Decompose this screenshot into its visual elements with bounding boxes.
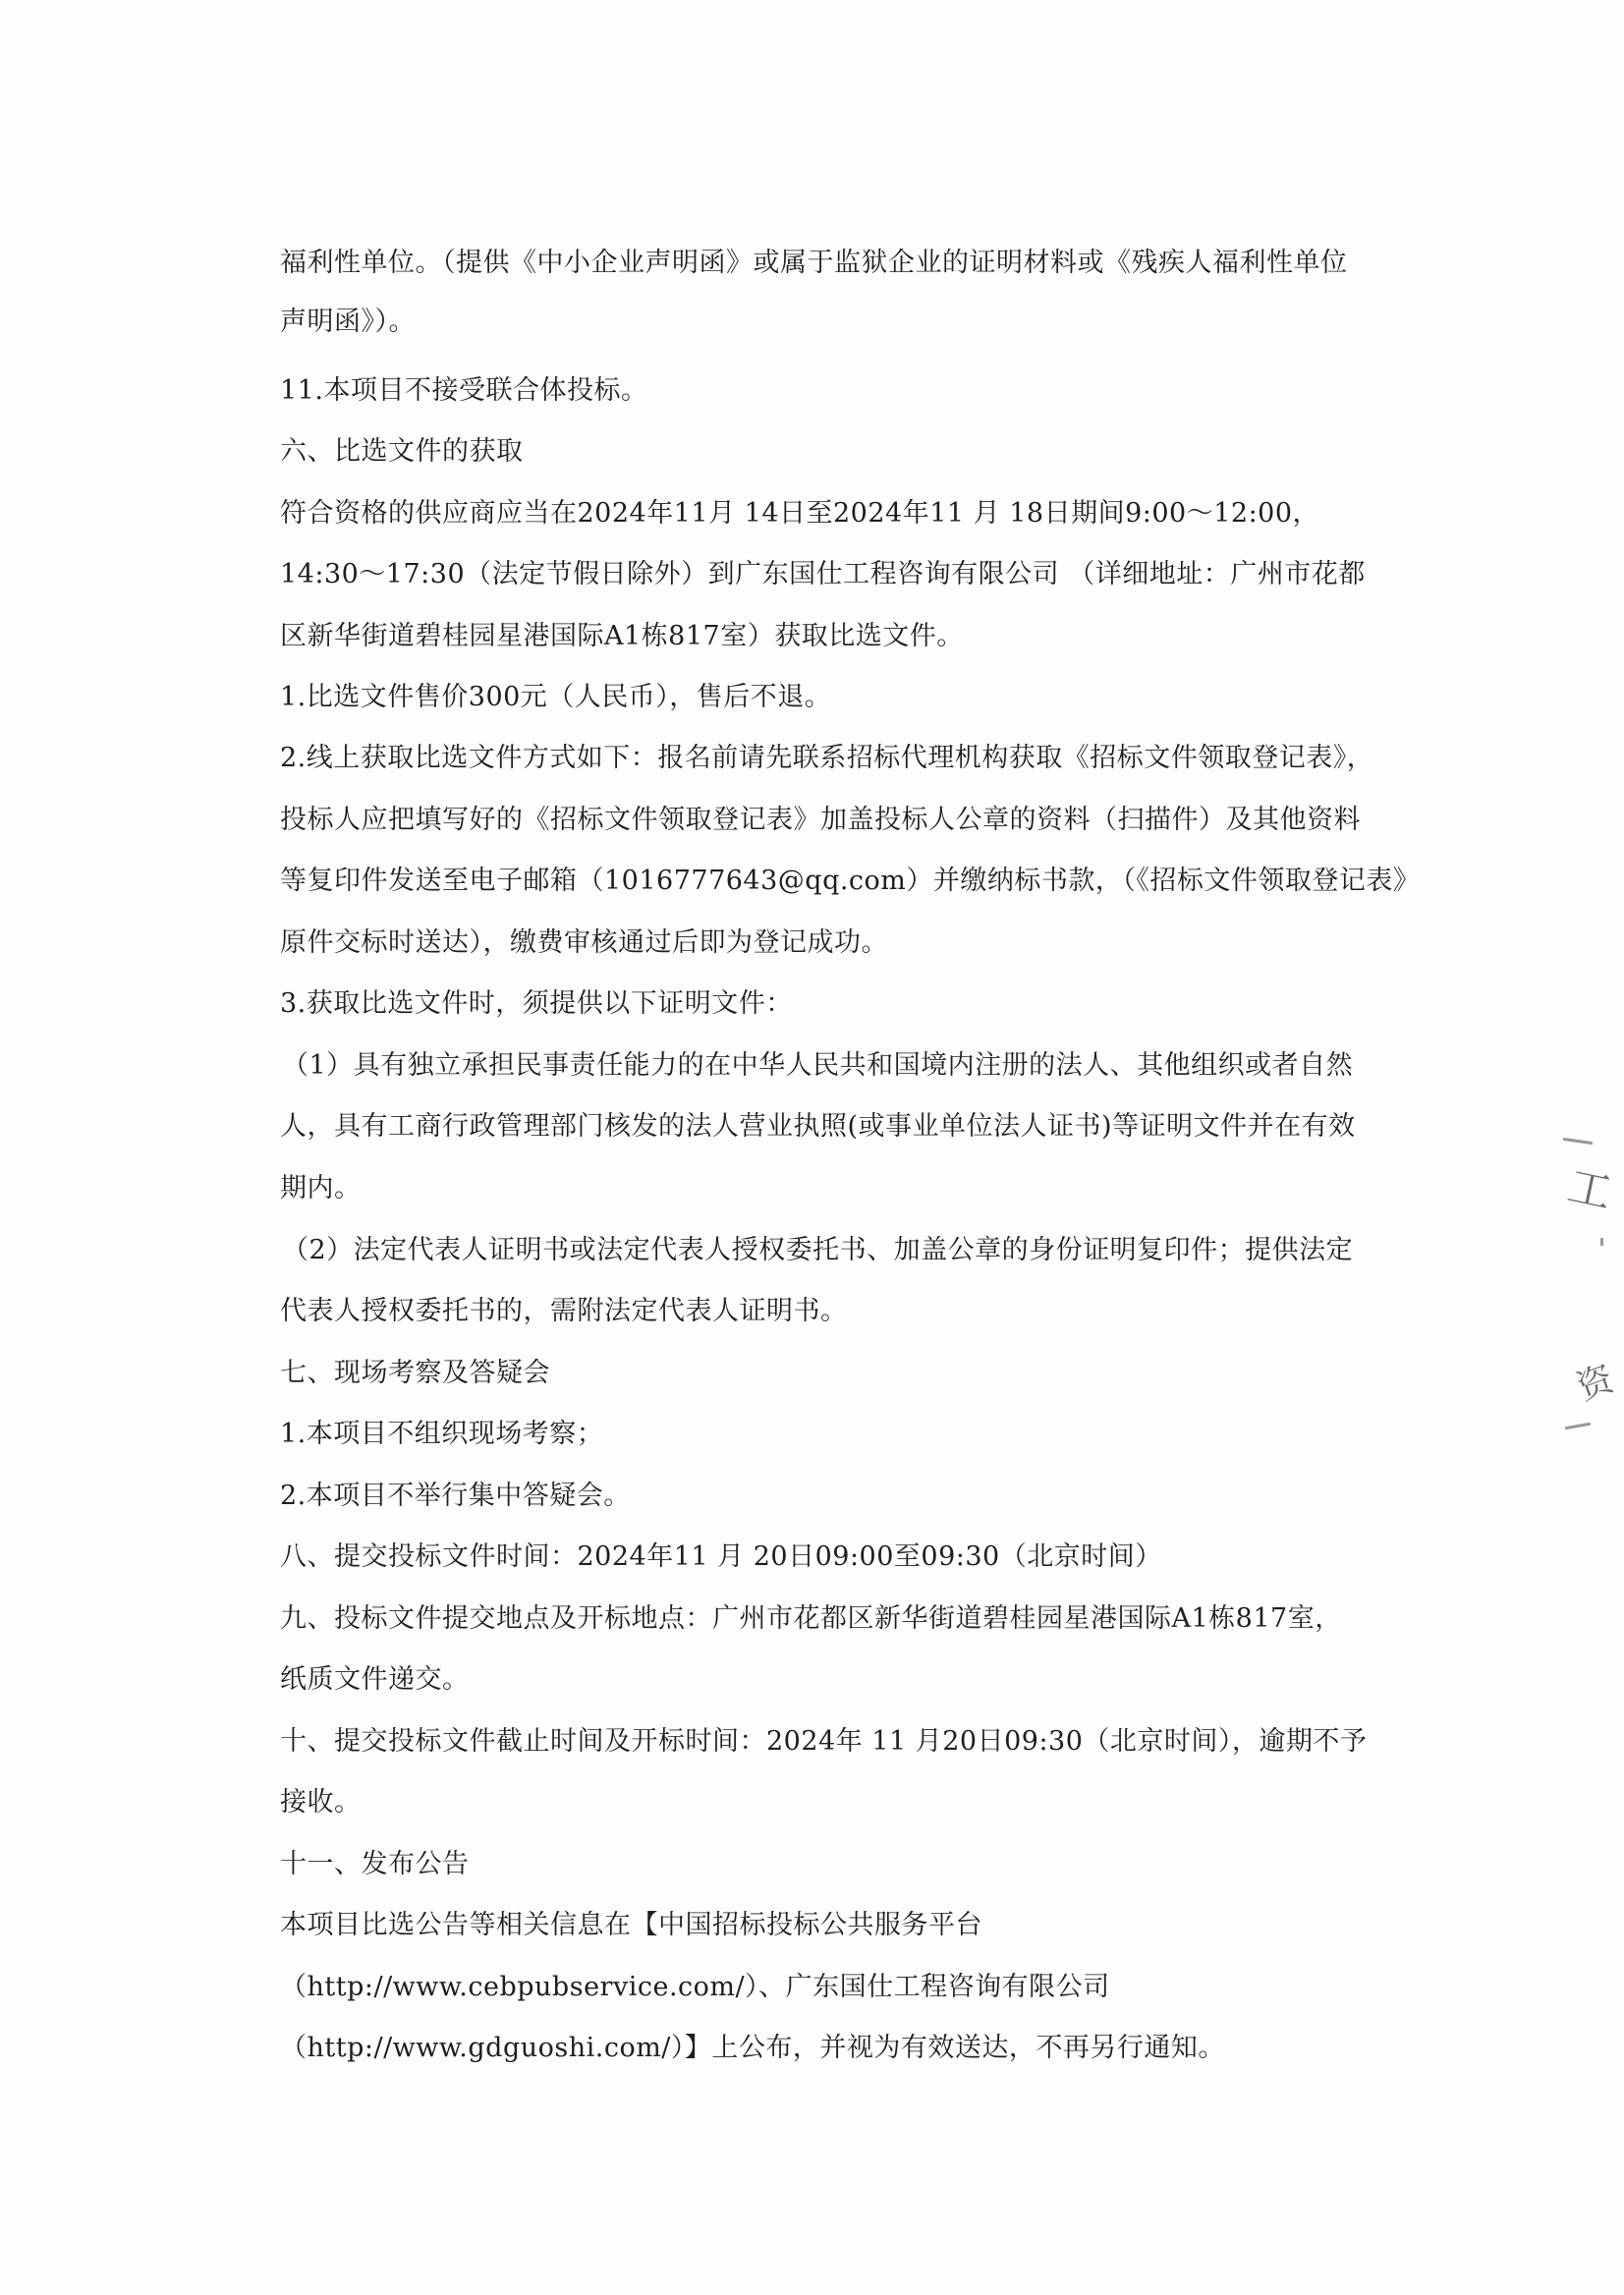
text-line: 2.线上获取比选文件方式如下：报名前请先联系招标代理机构获取《招标文件领取登记表》， <box>280 743 1374 773</box>
text-line: 区新华街道碧桂园星港国际A1栋817室）获取比选文件。 <box>280 621 964 651</box>
text-line: 3.获取比选文件时，须提供以下证明文件： <box>280 988 793 1019</box>
section-heading: 九、投标文件提交地点及开标地点：广州市花都区新华街道碧桂园星港国际A1栋817室， <box>280 1603 1342 1634</box>
section-heading: 十、提交投标文件截止时间及开标时间：2024年 11 月20日09:30（北京时间），逾期不予 <box>280 1726 1368 1757</box>
text-line: 纸质文件递交。 <box>280 1664 470 1695</box>
link-text: （http://www.gdguoshi.com/）】上公布，并视为有效送达，不再另行通知。 <box>280 2033 1225 2063</box>
text-line: （2）法定代表人证明书或法定代表人授权委托书、加盖公章的身份证明复印件；提供法定 <box>282 1235 1354 1265</box>
text-line: 1.本项目不组织现场考察； <box>280 1419 604 1449</box>
text-line: 符合资格的供应商应当在2024年11月 14日至2024年11 月 18日期间9:00～12:00， <box>280 498 1320 529</box>
seal-char-bottom: 资 <box>1572 1358 1619 1409</box>
section-heading: 八、提交投标文件时间：2024年11 月 20日09:00至09:30（北京时间） <box>280 1541 1162 1572</box>
text-line: 投标人应把填写好的《招标文件领取登记表》加盖投标人公章的资料（扫描件）及其他资料 <box>280 805 1361 835</box>
text-line: 1.比选文件售价300元（人民币），售后不退。 <box>280 682 832 712</box>
text-line: 2.本项目不举行集中答疑会。 <box>280 1481 631 1511</box>
section-heading: 十一、发布公告 <box>280 1849 470 1879</box>
text-line: 本项目比选公告等相关信息在【中国招标投标公共服务平台 <box>280 1910 982 1940</box>
text-line: 11.本项目不接受联合体投标。 <box>280 375 648 406</box>
section-heading: 七、现场考察及答疑会 <box>280 1358 550 1388</box>
text-line: 接收。 <box>280 1787 362 1818</box>
text-line: 期内。 <box>280 1173 362 1203</box>
text-line: 等复印件发送至电子邮箱（1016777643@qq.com）并缴纳标书款，（《招标文件领取登记表》 <box>280 866 1421 896</box>
text-line: 原件交标时送达），缴费审核通过后即为登记成功。 <box>280 927 888 958</box>
link-text: （http://www.cebpubservice.com/）、广东国仕工程咨询有限公司 <box>280 1972 1110 2002</box>
text-line: 声明函》）。 <box>280 307 416 337</box>
text-line: 福利性单位。（提供《中小企业声明函》或属于监狱企业的证明材料或《残疾人福利性单位 <box>280 248 1348 278</box>
text-line: 14:30～17:30（法定节假日除外）到广东国仕工程咨询有限公司 （详细地址：广州市花都 <box>280 559 1366 589</box>
text-line: （1）具有独立承担民事责任能力的在中华人民共和国境内注册的法人、其他组织或者自然 <box>282 1050 1354 1081</box>
text-line: 人，具有工商行政管理部门核发的法人营业执照(或事业单位法人证书)等证明文件并在有效 <box>280 1111 1356 1142</box>
text-line: 代表人授权委托书的，需附法定代表人证明书。 <box>280 1296 848 1326</box>
seal-char-top: 工 <box>1563 1160 1616 1219</box>
section-heading: 六、比选文件的获取 <box>280 436 524 467</box>
seal-stamp-fragment <box>1557 1120 1624 1454</box>
